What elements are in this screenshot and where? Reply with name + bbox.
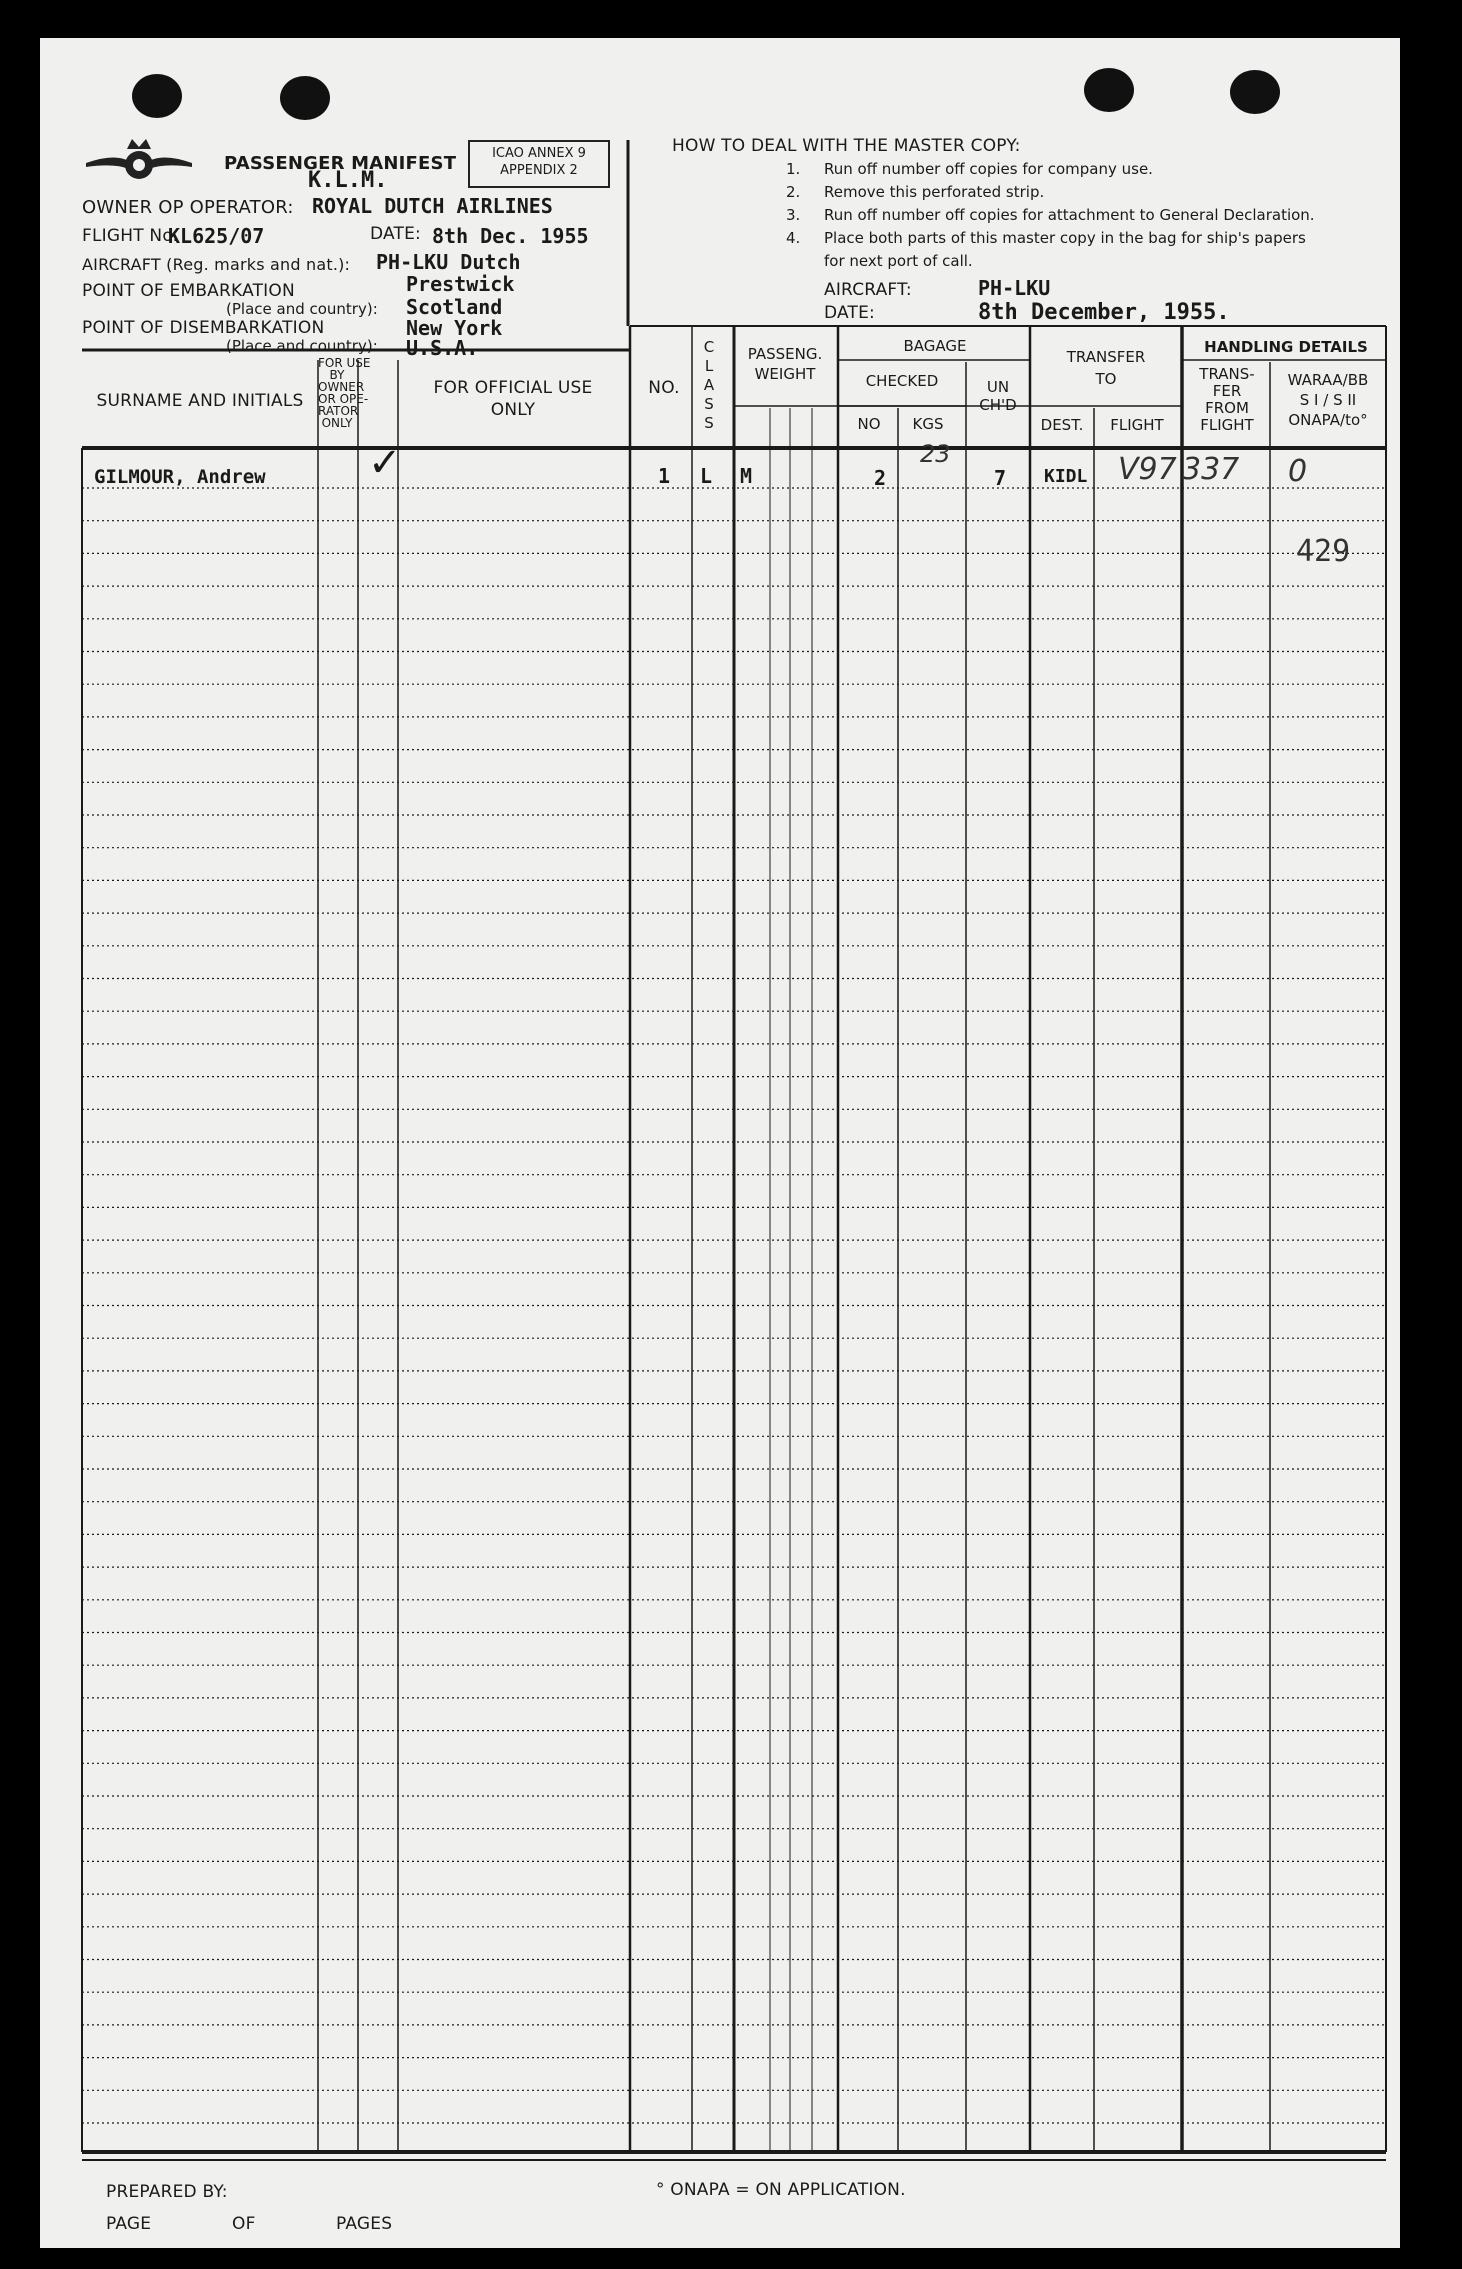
owner-label: OWNER OP OPERATOR: xyxy=(82,197,294,218)
instruction-num: 1. xyxy=(786,160,801,178)
disembarkation-sub: (Place and country): xyxy=(226,337,378,355)
col-transfer-header: TRANSFER TO xyxy=(1066,348,1146,388)
row-dest: KIDL xyxy=(1044,466,1088,487)
onapa-note: ° ONAPA = ON APPLICATION. xyxy=(656,2180,906,2200)
owner-check-mark: ✓ xyxy=(368,440,402,486)
col-owner-use-header: FOR USE BY OWNER OR OPE- RATOR ONLY xyxy=(318,356,371,430)
instruction-text-cont: for next port of call. xyxy=(824,252,973,270)
row-flight: V97 xyxy=(1118,452,1177,487)
instruction-text: Run off number off copies for company use. xyxy=(824,160,1153,178)
disembarkation-value: New York xyxy=(406,316,503,340)
disembarkation-country: U.S.A. xyxy=(406,336,479,360)
row-checked-no: 2 xyxy=(874,466,887,490)
col-surname-header: SURNAME AND INITIALS xyxy=(96,391,304,411)
row-waraa: 0 xyxy=(1288,454,1308,489)
instruction-text: Run off number off copies for attachment to General Declaration. xyxy=(824,206,1315,224)
instruction-num: 2. xyxy=(786,183,801,201)
instr-aircraft-value: PH-LKU xyxy=(978,276,1051,300)
flight-value: KL625/07 xyxy=(168,224,265,248)
date-value: 8th Dec. 1955 xyxy=(432,224,589,248)
of-label: OF xyxy=(232,2214,256,2234)
pages-label: PAGES xyxy=(336,2214,393,2234)
row-weight: M xyxy=(740,464,753,488)
row-transfer-from: 337 xyxy=(1182,452,1240,487)
instruction-text: Place both parts of this master copy in the bag for ship's papers xyxy=(824,229,1306,247)
aircraft-value: PH-LKU Dutch xyxy=(376,250,521,274)
manifest-title: PASSENGER MANIFEST xyxy=(224,153,457,174)
date-label: DATE: xyxy=(370,224,421,244)
instruction-text: Remove this perforated strip. xyxy=(824,183,1045,201)
instructions-title: HOW TO DEAL WITH THE MASTER COPY: xyxy=(672,136,1021,156)
embarkation-value: Prestwick xyxy=(406,272,515,296)
flight-label: FLIGHT No. xyxy=(82,226,179,246)
col-no-header: NO. xyxy=(648,378,680,398)
col-weight-header: PASSENG. WEIGHT xyxy=(747,345,823,383)
instr-date-value: 8th December, 1955. xyxy=(978,300,1230,325)
col-transfer-from-header: TRANS- FER FROM FLIGHT xyxy=(1199,365,1255,434)
airline-short-name: K.L.M. xyxy=(308,168,388,193)
col-bagage-header: BAGAGE xyxy=(903,337,967,355)
col-flight-header: FLIGHT xyxy=(1110,416,1164,434)
col-checked-header: CHECKED xyxy=(865,372,939,390)
col-class-header: C L A S S xyxy=(703,338,715,432)
embarkation-country: Scotland xyxy=(406,295,503,319)
page-label: PAGE xyxy=(106,2214,152,2234)
instruction-num: 4. xyxy=(786,229,801,247)
col-handling-header: HANDLING DETAILS xyxy=(1204,338,1368,356)
col-checked-kgs-header: KGS xyxy=(912,415,944,433)
row-no: 1 xyxy=(658,464,671,488)
col-dest-header: DEST. xyxy=(1040,416,1084,434)
col-checked-no-header: NO xyxy=(857,415,881,433)
embarkation-label: POINT OF EMBARKATION xyxy=(82,281,295,301)
icao-annex-line: ICAO ANNEX 9 xyxy=(492,146,586,161)
row-unchd: 7 xyxy=(994,466,1007,490)
col-unchd-header: UN CH'D xyxy=(979,378,1017,414)
icao-appendix-line: APPENDIX 2 xyxy=(500,163,578,178)
margin-note: 429 xyxy=(1296,534,1351,569)
instruction-num: 3. xyxy=(786,206,801,224)
disembarkation-label: POINT OF DISEMBARKATION xyxy=(82,318,325,338)
col-waraa-header: WARAA/BB S I / S II ONAPA/to° xyxy=(1287,371,1369,429)
prepared-by-label: PREPARED BY: xyxy=(106,2182,228,2202)
instr-date-label: DATE: xyxy=(824,303,875,323)
row-checked-kgs: 23 xyxy=(920,440,951,468)
row-class: L xyxy=(700,464,713,488)
embarkation-sub: (Place and country): xyxy=(226,300,378,318)
aircraft-label: AIRCRAFT (Reg. marks and nat.): xyxy=(82,255,351,274)
instr-aircraft-label: AIRCRAFT: xyxy=(824,280,912,300)
owner-value: ROYAL DUTCH AIRLINES xyxy=(312,194,553,218)
col-official-use-header: FOR OFFICIAL USE ONLY xyxy=(433,378,593,420)
row-surname: GILMOUR, Andrew xyxy=(94,466,266,488)
